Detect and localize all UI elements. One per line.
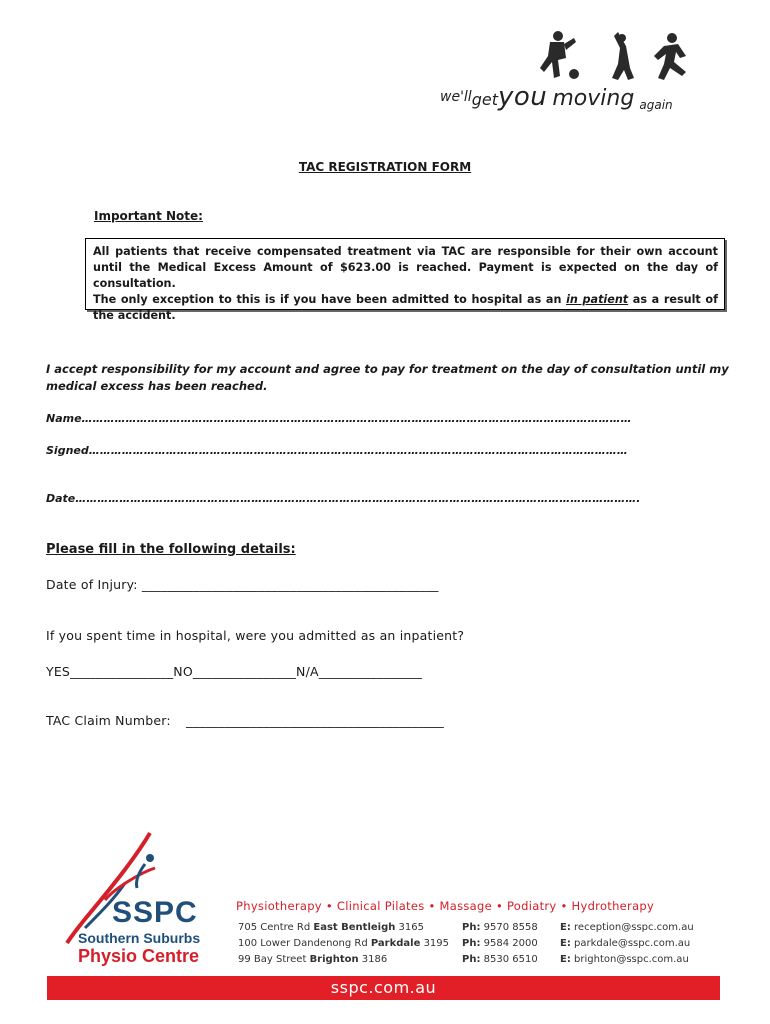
email-item[interactable]: E: brighton@sspc.com.au <box>560 954 689 965</box>
name-field[interactable]: Name…………………………………………………………………………………………………………………………………… <box>46 412 632 425</box>
important-note-label: Important Note: <box>94 209 203 223</box>
email-item[interactable]: E: parkdale@sspc.com.au <box>560 938 691 949</box>
tagline-word: you <box>497 82 548 112</box>
note-text: The only exception to this is if you have been admitted to hospital as an <box>93 293 567 306</box>
in-patient-emphasis: in patient <box>566 293 629 306</box>
note-text: as a result of the accident. <box>93 293 718 322</box>
tagline-word: get <box>471 90 498 109</box>
inpatient-answer-field[interactable]: YES________________NO________________N/A________________ <box>46 664 422 679</box>
tagline-word: moving <box>552 86 635 111</box>
hospital-question: If you spent time in hospital, were you admitted as an inpatient? <box>46 628 465 643</box>
sport-figures-logo <box>530 28 730 88</box>
acceptance-statement: I accept responsibility for my account and agree to pay for treatment on the day of consultation until my medical excess has been reached. <box>46 362 729 393</box>
note-text: All patients that receive compensated treatment via TAC are responsible for their own account until the Medical Excess Amount of $623.00 is reached. Payment is expected on the day of consultation. <box>93 245 718 290</box>
phone-item: Ph: 9570 8558 <box>462 922 538 933</box>
date-field[interactable]: Date………………………………………………………………………………………………………………………………………. <box>46 492 641 505</box>
date-of-injury-field[interactable]: Date of Injury: ______________________________________________ <box>46 577 439 592</box>
address-item: 100 Lower Dandenong Rd Parkdale 3195 <box>238 938 450 949</box>
website-banner[interactable]: sspc.com.au <box>47 976 720 1000</box>
sspc-wordmark: SSPC <box>112 896 198 929</box>
tac-claim-number-field[interactable]: ________________________________________ <box>186 713 444 728</box>
brand-line-2: Physio Centre <box>78 946 200 966</box>
important-note-box <box>85 238 725 322</box>
details-heading: Please fill in the following details: <box>46 542 296 557</box>
phone-item: Ph: 9584 2000 <box>462 938 538 949</box>
tagline-word: we'll <box>440 89 472 105</box>
form-title: TAC REGISTRATION FORM <box>298 160 472 174</box>
email-item[interactable]: E: reception@sspc.com.au <box>560 922 694 933</box>
tagline <box>440 82 740 122</box>
address-list <box>238 920 449 968</box>
address-item: 705 Centre Rd East Bentleigh 3165 <box>238 922 425 933</box>
tac-claim-label: TAC Claim Number: <box>46 713 171 728</box>
services-list: Physiotherapy • Clinical Pilates • Massage • Podiatry • Hydrotherapy <box>236 899 655 913</box>
phone-item: Ph: 8530 6510 <box>462 954 538 965</box>
brand-line-1: Southern Suburbs <box>78 930 201 946</box>
note-exception <box>93 292 718 324</box>
signature-field[interactable]: Signed………………………………………………………………………………………………………………………………… <box>46 444 628 457</box>
address-item: 99 Bay Street Brighton 3186 <box>238 954 388 965</box>
phone-list <box>462 920 538 968</box>
tagline-word: again <box>639 98 673 112</box>
email-list <box>560 920 694 968</box>
